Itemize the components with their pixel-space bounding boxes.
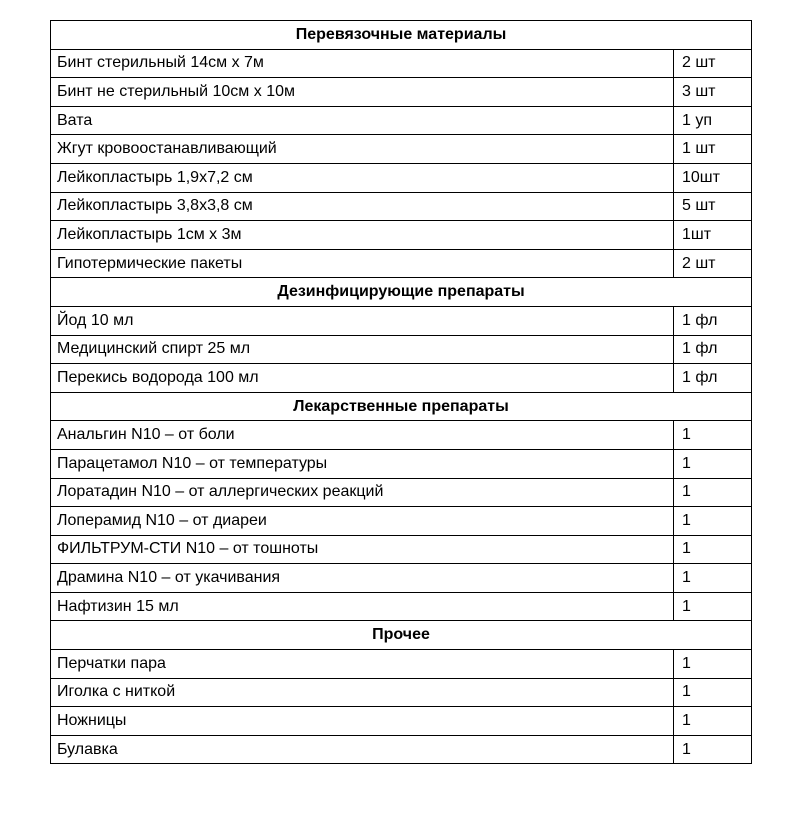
table-row xyxy=(51,478,752,507)
section-title: Лекарственные препараты xyxy=(51,392,752,421)
item-quantity: 1 xyxy=(674,707,752,736)
item-name: Булавка xyxy=(51,735,674,764)
item-quantity: 1 xyxy=(674,592,752,621)
table-row xyxy=(51,592,752,621)
item-quantity: 1 xyxy=(674,650,752,679)
table-row xyxy=(51,564,752,593)
table-row xyxy=(51,106,752,135)
item-quantity: 10шт xyxy=(674,163,752,192)
item-name: Лоперамид N10 – от диареи xyxy=(51,507,674,536)
section-header-row xyxy=(51,392,752,421)
table-row xyxy=(51,449,752,478)
item-quantity: 1 шт xyxy=(674,135,752,164)
table-row xyxy=(51,192,752,221)
table-row xyxy=(51,135,752,164)
table-row xyxy=(51,335,752,364)
item-name: Нафтизин 15 мл xyxy=(51,592,674,621)
item-quantity: 1 уп xyxy=(674,106,752,135)
item-quantity: 1шт xyxy=(674,221,752,250)
section-header-row xyxy=(51,21,752,50)
item-name: Бинт не стерильный 10см х 10м xyxy=(51,78,674,107)
item-name: Перекись водорода 100 мл xyxy=(51,364,674,393)
item-name: Парацетамол N10 – от температуры xyxy=(51,449,674,478)
item-name: Перчатки пара xyxy=(51,650,674,679)
item-name: Бинт стерильный 14см х 7м xyxy=(51,49,674,78)
item-name: Лейкопластырь 1,9х7,2 см xyxy=(51,163,674,192)
item-quantity: 1 фл xyxy=(674,335,752,364)
item-name: Драмина N10 – от укачивания xyxy=(51,564,674,593)
item-quantity: 1 xyxy=(674,535,752,564)
table-row xyxy=(51,221,752,250)
item-quantity: 1 xyxy=(674,735,752,764)
item-quantity: 1 xyxy=(674,449,752,478)
section-header-row xyxy=(51,278,752,307)
item-quantity: 1 фл xyxy=(674,364,752,393)
table-row xyxy=(51,707,752,736)
section-title: Дезинфицирующие препараты xyxy=(51,278,752,307)
table-row xyxy=(51,421,752,450)
item-name: Йод 10 мл xyxy=(51,306,674,335)
table-row xyxy=(51,678,752,707)
item-quantity: 1 xyxy=(674,507,752,536)
table-row xyxy=(51,650,752,679)
table-row xyxy=(51,735,752,764)
table-row xyxy=(51,78,752,107)
item-name: Лейкопластырь 3,8х3,8 см xyxy=(51,192,674,221)
item-quantity: 1 xyxy=(674,564,752,593)
table-row xyxy=(51,364,752,393)
item-name: Жгут кровоостанавливающий xyxy=(51,135,674,164)
item-name: Медицинский спирт 25 мл xyxy=(51,335,674,364)
item-name: Иголка с ниткой xyxy=(51,678,674,707)
table-row xyxy=(51,163,752,192)
item-name: Лейкопластырь 1см х 3м xyxy=(51,221,674,250)
section-title: Прочее xyxy=(51,621,752,650)
item-quantity: 2 шт xyxy=(674,49,752,78)
item-name: Анальгин N10 – от боли xyxy=(51,421,674,450)
item-quantity: 1 xyxy=(674,421,752,450)
section-header-row xyxy=(51,621,752,650)
item-quantity: 1 xyxy=(674,678,752,707)
item-name: Вата xyxy=(51,106,674,135)
item-quantity: 1 xyxy=(674,478,752,507)
table-row xyxy=(51,535,752,564)
first-aid-kit-table xyxy=(50,20,752,764)
item-name: ФИЛЬТРУМ-СТИ N10 – от тошноты xyxy=(51,535,674,564)
item-name: Гипотермические пакеты xyxy=(51,249,674,278)
item-name: Ножницы xyxy=(51,707,674,736)
item-quantity: 3 шт xyxy=(674,78,752,107)
item-name: Лоратадин N10 – от аллергических реакций xyxy=(51,478,674,507)
table-row xyxy=(51,249,752,278)
table-body xyxy=(51,21,752,764)
item-quantity: 1 фл xyxy=(674,306,752,335)
table-row xyxy=(51,507,752,536)
item-quantity: 5 шт xyxy=(674,192,752,221)
item-quantity: 2 шт xyxy=(674,249,752,278)
section-title: Перевязочные материалы xyxy=(51,21,752,50)
table-row xyxy=(51,306,752,335)
table-row xyxy=(51,49,752,78)
